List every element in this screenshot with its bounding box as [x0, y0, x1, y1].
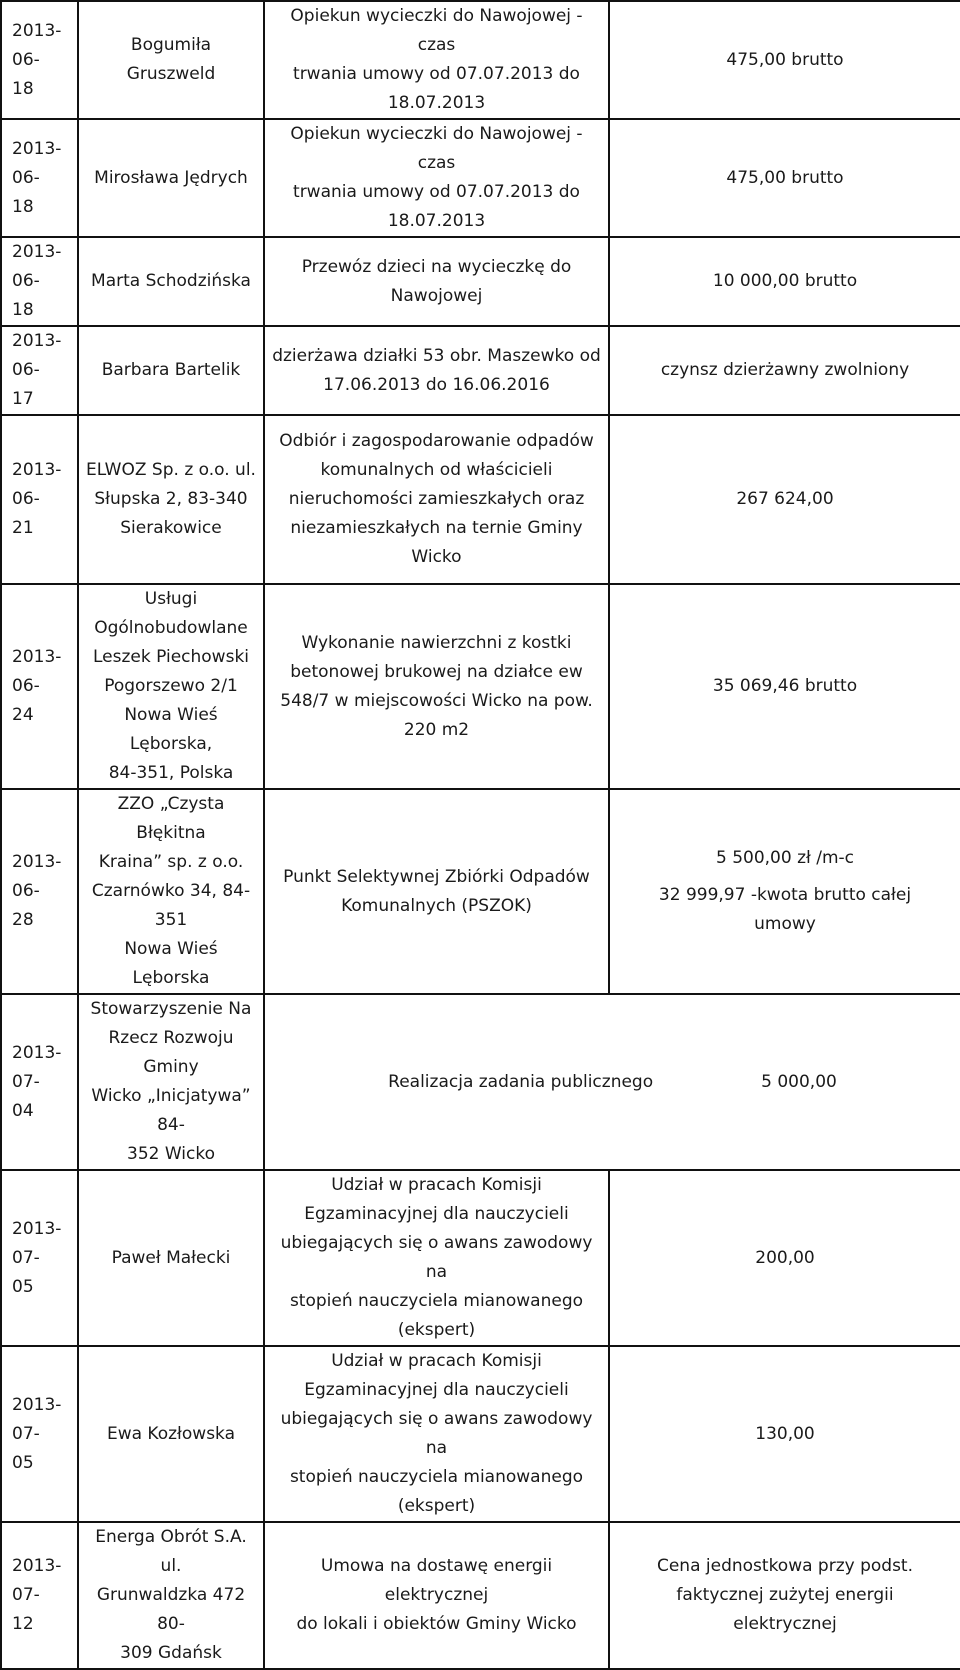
- cell-line: czynsz dzierżawny zwolniony: [660, 360, 910, 380]
- cell-line: 2013-07-: [12, 1042, 62, 1092]
- cell-line: faktycznej zużytej energii: [676, 1585, 894, 1605]
- cell-line: 2013-06-: [12, 852, 62, 901]
- cell-line: Przewóz dzieci na wycieczkę do: [301, 256, 572, 277]
- cell-line: Egzaminacyjnej dla nauczycieli: [304, 1380, 569, 1400]
- contracts-table-body: [1, 1, 960, 1669]
- cell-line: 309 Gdańsk: [120, 1643, 222, 1663]
- subject-cell: [264, 584, 609, 789]
- date-cell: [1, 1170, 78, 1346]
- cell-line: 32 999,97 -kwota brutto całej: [658, 885, 912, 905]
- cell-line: Umowa na dostawę energii elektrycznej: [320, 1556, 553, 1605]
- cell-line: (ekspert): [397, 1496, 476, 1516]
- table-row: [1, 237, 960, 326]
- amount-cell: [609, 1170, 960, 1346]
- cell-line: elektrycznej: [733, 1614, 837, 1634]
- cell-line: stopień nauczyciela mianowanego: [289, 1467, 584, 1487]
- cell-line: Stowarzyszenie Na: [90, 999, 252, 1019]
- contractor-cell: [78, 994, 264, 1170]
- table-row: [1, 415, 960, 584]
- cell-line: komunalnych od właścicieli: [320, 460, 553, 480]
- subject-amount-cell: [264, 994, 960, 1170]
- table-row: [1, 1170, 960, 1346]
- cell-line: Mirosława Jędrych: [94, 167, 248, 188]
- cell-line: Nowa Wieś Lęborska: [124, 939, 218, 988]
- contractor-cell: [78, 584, 264, 789]
- cell-line: 267 624,00: [736, 489, 834, 509]
- cell-line: 12: [12, 1614, 34, 1634]
- cell-line: 84-351, Polska: [108, 763, 234, 783]
- amount-cell: [609, 1, 960, 119]
- cell-line: Marta Schodzińska: [91, 271, 251, 291]
- cell-line: 2013-06-: [12, 242, 62, 291]
- contractor-cell: [78, 326, 264, 415]
- date-cell: [1, 326, 78, 415]
- subject-cell: [264, 1170, 609, 1346]
- cell-line: Kraina” sp. z o.o.: [98, 852, 244, 872]
- subject-cell: [264, 119, 609, 237]
- cell-line: Energa Obrót S.A. ul.: [95, 1527, 247, 1576]
- cell-line: 35 069,46 brutto: [712, 676, 858, 696]
- amount-cell: [609, 237, 960, 326]
- cell-line: 05: [12, 1276, 34, 1297]
- cell-line: Punkt Selektywnej Zbiórki Odpadów: [283, 866, 590, 887]
- cell-line: Słupska 2, 83-340: [94, 489, 248, 509]
- date-cell: [1, 1, 78, 119]
- cell-line: Bogumiła Gruszweld: [126, 35, 216, 84]
- cell-line: 220 m2: [403, 719, 470, 740]
- date-cell: [1, 789, 78, 994]
- cell-line: Rzecz Rozwoju Gminy: [108, 1028, 234, 1077]
- contractor-cell: [78, 1170, 264, 1346]
- subject-text: Realizacja zadania publicznego: [388, 1071, 654, 1092]
- cell-line: stopień nauczyciela mianowanego: [289, 1291, 584, 1311]
- contractor-cell: [78, 1522, 264, 1669]
- subject-cell: [264, 1522, 609, 1669]
- cell-line: 28: [12, 910, 34, 930]
- cell-line: ELWOZ Sp. z o.o. ul.: [86, 460, 256, 480]
- cell-line: 18.07.2013: [387, 93, 486, 113]
- contractor-cell: [78, 1346, 264, 1522]
- cell-line: 10 000,00 brutto: [712, 271, 858, 291]
- date-cell: [1, 1522, 78, 1669]
- cell-line: Egzaminacyjnej dla nauczycieli: [304, 1204, 569, 1224]
- date-cell: [1, 415, 78, 584]
- cell-line: trwania umowy od 07.07.2013 do: [293, 182, 580, 202]
- amount-cell: [609, 1522, 960, 1669]
- cell-line: Komunalnych (PSZOK): [341, 895, 532, 916]
- cell-line: 2013-06-: [12, 647, 62, 696]
- cell-line: 04: [12, 1100, 34, 1121]
- cell-line: ubiegających się o awans zawodowy na: [280, 1233, 593, 1282]
- cell-line: Grunwaldzka 472 80-: [96, 1585, 246, 1634]
- subject-cell: [264, 415, 609, 584]
- table-row: [1, 994, 960, 1170]
- contractor-cell: [78, 789, 264, 994]
- cell-line: Czarnówko 34, 84-351: [91, 881, 251, 930]
- cell-line: 130,00: [755, 1423, 815, 1444]
- cell-line: 2013-07-: [12, 1394, 62, 1444]
- cell-line: Ogólnobudowlane: [94, 618, 248, 638]
- cell-line: 17: [12, 389, 34, 409]
- cell-line: Udział w pracach Komisji: [331, 1175, 542, 1195]
- cell-line: 2013-06-: [12, 138, 62, 188]
- cell-line: 18.07.2013: [387, 211, 486, 231]
- subject-cell: [264, 1346, 609, 1522]
- subject-cell: [264, 1, 609, 119]
- cell-line: Leszek Piechowski: [92, 647, 250, 667]
- cell-line: 200,00: [755, 1247, 815, 1268]
- contractor-cell: [78, 237, 264, 326]
- table-row: [1, 1346, 960, 1522]
- table-row: [1, 584, 960, 789]
- contractor-cell: [78, 119, 264, 237]
- cell-line: 05: [12, 1452, 34, 1473]
- cell-line: 2013-07-: [12, 1556, 62, 1605]
- amount-cell: [609, 1346, 960, 1522]
- cell-line: 21: [12, 518, 34, 538]
- cell-line: 475,00 brutto: [726, 167, 844, 188]
- subject-cell: [264, 789, 609, 994]
- table-row: [1, 119, 960, 237]
- cell-line: Cena jednostkowa przy podst.: [656, 1556, 914, 1576]
- subject-cell: [264, 326, 609, 415]
- cell-line: Wicko: [411, 547, 462, 567]
- cell-line: umowy: [754, 914, 816, 934]
- cell-line: Pogorszewo 2/1: [104, 676, 238, 696]
- amount-cell: [609, 415, 960, 584]
- subject-cell: [264, 237, 609, 326]
- table-row: [1, 1, 960, 119]
- cell-line: Wykonanie nawierzchni z kostki: [301, 632, 572, 653]
- amount-cell: [609, 789, 960, 994]
- cell-line: betonowej brukowej na działce ew: [290, 661, 583, 682]
- amount-text: 5 000,00: [761, 1071, 837, 1092]
- amount-cell: [609, 119, 960, 237]
- cell-line: 2013-06-: [12, 460, 62, 509]
- cell-line: 24: [12, 705, 34, 725]
- cell-line: 2013-06-: [12, 331, 62, 380]
- cell-line: 352 Wicko: [127, 1144, 215, 1164]
- cell-line: 18: [12, 78, 34, 99]
- cell-line: nieruchomości zamieszkałych oraz: [288, 489, 585, 509]
- cell-line: 475,00 brutto: [726, 49, 844, 70]
- table-row: [1, 1522, 960, 1669]
- cell-line: 548/7 w miejscowości Wicko na pow.: [280, 690, 593, 711]
- cell-line: 2013-07-: [12, 1218, 62, 1268]
- cell-line: 18: [12, 300, 34, 320]
- cell-line: Sierakowice: [120, 518, 222, 538]
- table-row: [1, 789, 960, 994]
- amount-cell: [609, 584, 960, 789]
- cell-line: Nawojowej: [390, 285, 483, 306]
- cell-line: (ekspert): [397, 1320, 476, 1340]
- cell-line: 18: [12, 196, 34, 217]
- cell-line: dzierżawa działki 53 obr. Maszewko od: [272, 345, 601, 366]
- date-cell: [1, 237, 78, 326]
- cell-line: Usługi: [144, 589, 198, 609]
- cell-line: Wicko „Inicjatywa” 84-: [91, 1086, 251, 1135]
- cell-line: Barbara Bartelik: [101, 360, 241, 380]
- cell-line: niezamieszkałych na ternie Gminy: [290, 518, 583, 538]
- cell-line: Opiekun wycieczki do Nawojowej - czas: [290, 6, 583, 55]
- contractor-cell: [78, 415, 264, 584]
- date-cell: [1, 994, 78, 1170]
- cell-line: Udział w pracach Komisji: [331, 1351, 542, 1371]
- cell-line: Paweł Małecki: [111, 1247, 231, 1268]
- cell-line: Nowa Wieś Lęborska,: [124, 705, 218, 754]
- date-cell: [1, 1346, 78, 1522]
- table-row: [1, 326, 960, 415]
- amount-cell: [609, 326, 960, 415]
- cell-line: Opiekun wycieczki do Nawojowej - czas: [290, 124, 583, 173]
- cell-line: Odbiór i zagospodarowanie odpadów: [279, 431, 594, 451]
- cell-line: Ewa Kozłowska: [106, 1423, 236, 1444]
- contractor-cell: [78, 1, 264, 119]
- cell-line: trwania umowy od 07.07.2013 do: [293, 64, 580, 84]
- cell-line: do lokali i obiektów Gminy Wicko: [296, 1614, 577, 1634]
- date-cell: [1, 119, 78, 237]
- cell-line: 5 500,00 zł /m-c: [715, 848, 855, 868]
- cell-line: 17.06.2013 do 16.06.2016: [323, 374, 550, 395]
- cell-line: 2013-06-: [12, 20, 62, 70]
- cell-line: ZZO „Czysta Błękitna: [117, 794, 225, 843]
- date-cell: [1, 584, 78, 789]
- cell-line: ubiegających się o awans zawodowy na: [280, 1409, 593, 1458]
